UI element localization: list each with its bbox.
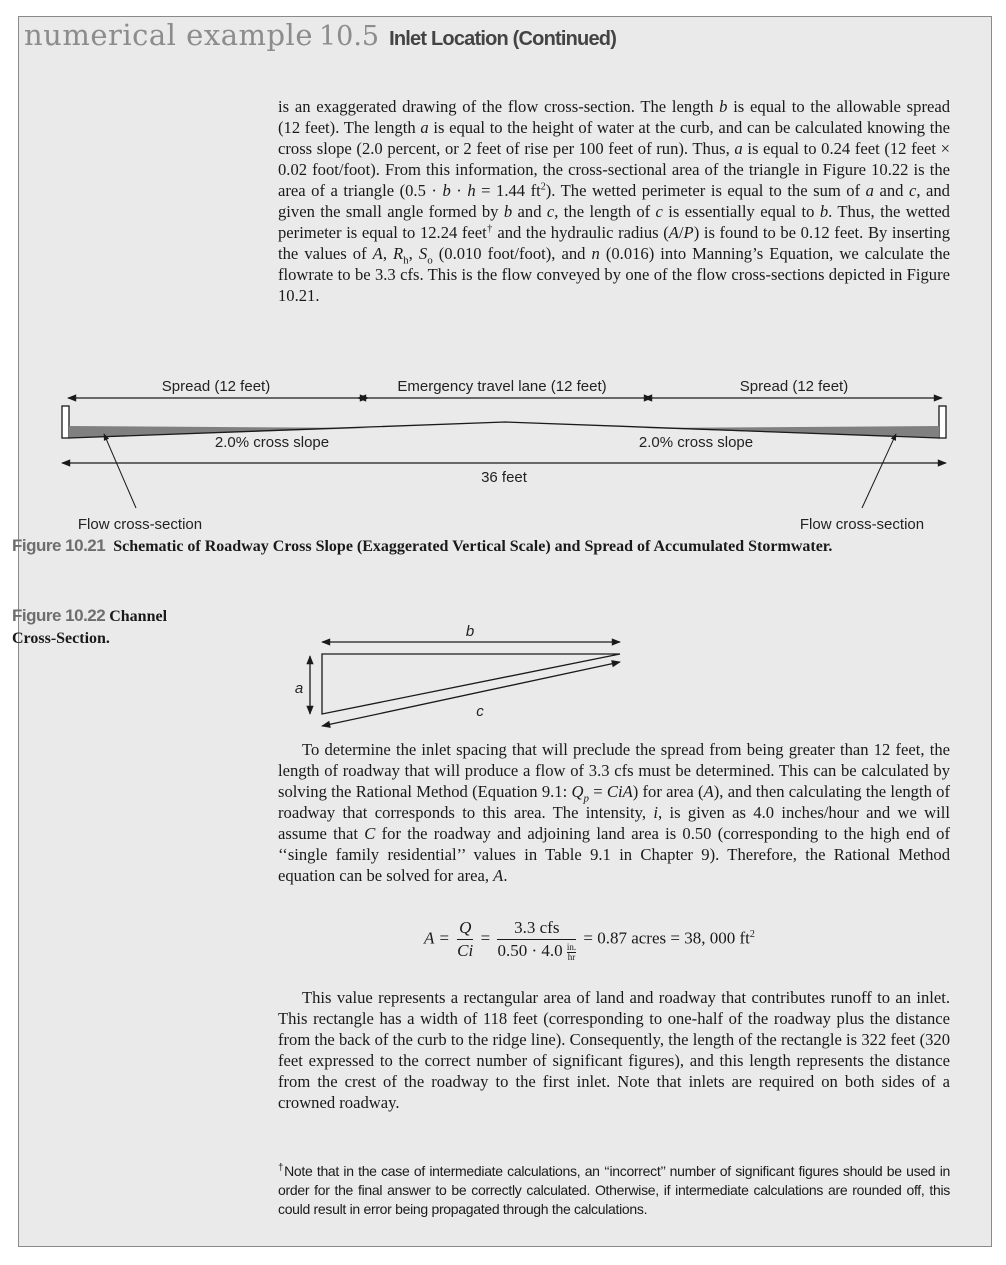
label-b: b [465, 623, 475, 640]
width-label: 36 feet [481, 469, 527, 486]
spread-left-label: Spread (12 feet) [161, 378, 271, 395]
flow-left-label: Flow cross-section [77, 516, 203, 532]
total-width-dimension [62, 463, 946, 486]
paragraph-1: is an exaggerated drawing of the flow cross-section. The length b is equal to the allowable spread (12 feet). The length a is equal to the height of water at the curb, and can be calculated knowing the cross slope (2.0 percent, or 2 feet of rise per 100 feet of run). Thus, a is equal to 0.24 feet (12 feet × 0.02 foot/foot). From this information, the cross-sectional area of the triangle in Figure 10.22 is the area of a triangle (0.5 · b · h = 1.44 $ft^2$). The wetted perimeter is equal to the sum of a and c, and given the small angle formed by b and c, the length of c is essentially equal to b. Thus, the wetted perimeter is equal to 12.24 feet† and the hydraulic radius (A/P) is found to be 0.12 feet. By inserting the values of A, $R_h$, $S_o$ (0.010 foot/foot), and n (0.016) into Manning’s Equation, we calculate the flowrate to be 3.3 cfs. This is the flow conveyed by one of the flow cross-sections depicted in Figure 10.21. [278, 97, 951, 305]
figure-22-caption: Figure 10.22 Channel Cross-Section. [12, 606, 168, 647]
triangle [322, 654, 620, 714]
spread-left-dimension [68, 378, 368, 398]
footnote: †Note that in the case of intermediate calculations, an ‘‘incorrect’’ number of significant figures should be used in order for the final answer to be correctly calculated. Otherwise, if intermediate calculations are rounded off, this could result in error being propagated through the calculations. [278, 1162, 950, 1217]
paragraph-3: This value represents a rectangular area of land and roadway that contributes runoff to an inlet. This rectangle has a width of 118 feet (corresponding to one-half of the roadway plus the distance from the back of the curb to the ridge line). Consequently, the length of the rectangle is 322 feet (320 feet expressed to the correct number of significant figures), and this length represents the distance from the crest of the roadway to the first inlet. Note that inlets are required on both sides of a crowned roadway. [278, 988, 950, 1112]
example-header [24, 18, 616, 52]
curb-right [939, 406, 946, 438]
spread-right-label: Spread (12 feet) [739, 378, 849, 395]
paragraph-2: To determine the inlet spacing that will preclude the spread from being greater than 12 feet, the length of roadway that will produce a flow of 3.3 cfs must be determined. This can be calculated by solving the Rational Method (Equation 9.1: $Q_p = CiA$) for area (A), and then calculating the length of roadway that corresponds to this area. The intensity, i, is given as 4.0 inches/hour and we will assume that C for the roadway and adjoining land area is 0.50 (corresponding to the high end of ‘‘single family residential’’ values in Table 9.1 in Chapter 9). Therefore, the Rational Method equation can be solved for area, A. [278, 740, 950, 885]
flow-right-label: Flow cross-section [799, 516, 925, 532]
dim-c [322, 662, 620, 726]
lane-dimension [358, 378, 652, 398]
roadway-cross-section-figure [36, 356, 966, 532]
figure-21-caption: Figure 10.21 Schematic of Roadway Cross Slope (Exaggerated Vertical Scale) and Spread of Accumulated Stormwater. [12, 536, 833, 555]
pointer-right [862, 434, 896, 508]
example-title: Inlet Location (Continued) [389, 28, 617, 50]
curb-left [62, 406, 69, 438]
channel-cross-section-figure [270, 600, 650, 740]
slope-left-label: 2.0% cross slope [214, 434, 330, 451]
slope-right-label: 2.0% cross slope [638, 434, 754, 451]
example-label: numerical example [24, 18, 313, 52]
pointer-left [104, 434, 136, 508]
area-equation: A = $\frac{Q}{Ci}$ = 3.3 cfs 0.50 · 4.0 $\frac{in.}{hr}$ = 0.87 acres = 38, 000 $ft^2$ [424, 918, 755, 962]
spread-right-dimension [644, 378, 942, 398]
label-a: a [294, 680, 304, 697]
example-number: 10.5 [318, 21, 380, 52]
lane-label: Emergency travel lane (12 feet) [397, 378, 607, 395]
label-c: c [476, 703, 484, 720]
